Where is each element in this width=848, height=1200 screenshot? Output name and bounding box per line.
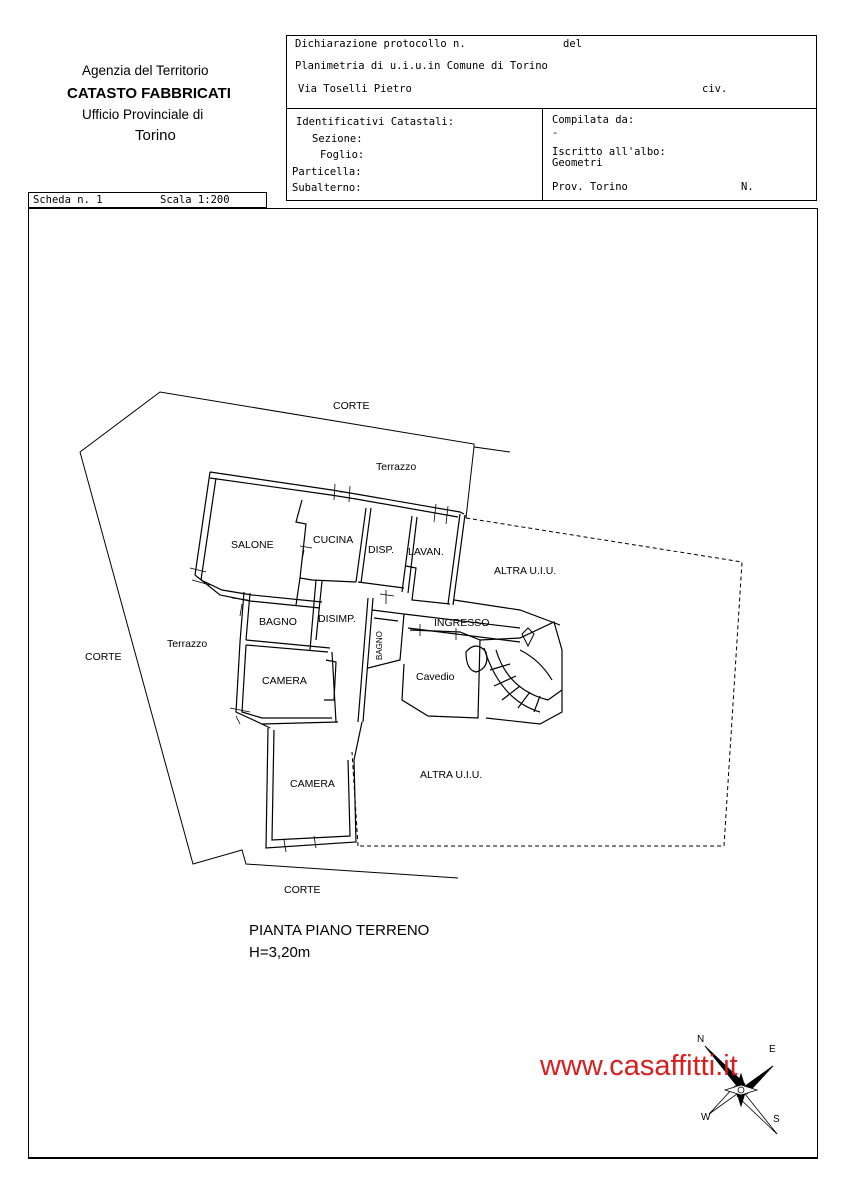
door-icon	[522, 628, 534, 646]
label-terrazzo-top: Terrazzo	[376, 461, 417, 473]
label-terrazzo-left: Terrazzo	[167, 638, 208, 650]
wall	[363, 598, 373, 722]
boundary-line	[80, 452, 458, 878]
label-altra-uiu-2: ALTRA U.I.U.	[420, 769, 483, 781]
office-city: Torino	[135, 127, 176, 144]
wall	[490, 664, 510, 670]
office-line-3: Ufficio Provinciale di	[82, 107, 204, 122]
wall	[195, 575, 320, 608]
label-corte-left: CORTE	[85, 651, 122, 663]
wall	[534, 696, 540, 712]
wall	[296, 578, 300, 605]
compilata-label: Compilata da:	[552, 114, 635, 126]
plan-height: H=3,20m	[249, 944, 311, 961]
iscritto-value: Geometri	[552, 157, 603, 169]
label-disp: DISP.	[368, 544, 395, 556]
label-salone: SALONE	[231, 539, 274, 551]
label-corte-bottom: CORTE	[284, 884, 321, 896]
wall	[374, 618, 398, 621]
wall	[453, 515, 465, 605]
wall	[201, 580, 322, 602]
compass-e: E	[769, 1044, 776, 1055]
label-camera-1: CAMERA	[262, 675, 307, 687]
window-mark	[380, 590, 394, 604]
civ-label: civ.	[702, 83, 728, 95]
label-lavan: LAVAN.	[408, 546, 444, 558]
wall	[195, 472, 210, 575]
compilata-value: -	[552, 127, 559, 139]
wall	[358, 582, 404, 588]
del-label: del	[563, 38, 582, 50]
label-bagno-1: BAGNO	[259, 616, 297, 628]
planimetria-text: Planimetria di u.i.u.in Comune di Torino	[295, 60, 548, 72]
label-bagno-2: BAGNO	[375, 631, 384, 660]
subalterno-label: Subalterno:	[292, 182, 362, 194]
wall	[210, 472, 464, 514]
window-mark	[230, 708, 250, 724]
wall	[520, 650, 552, 680]
wall	[448, 514, 460, 604]
particella-label: Particella:	[292, 166, 362, 178]
label-camera-2: CAMERA	[290, 778, 335, 790]
label-corte-top: CORTE	[333, 400, 370, 412]
compass-n: N	[697, 1034, 705, 1045]
office-line-1: Agenzia del Territorio	[82, 63, 209, 78]
wall	[246, 640, 330, 648]
property-boundary	[80, 392, 510, 878]
wall	[201, 478, 216, 580]
boundary-line	[80, 392, 510, 518]
wall	[496, 650, 548, 700]
compass-center	[738, 1087, 744, 1093]
iscritto-label: Iscritto all'albo:	[552, 146, 666, 158]
label-altra-uiu-1: ALTRA U.I.U.	[494, 565, 557, 577]
wall	[548, 690, 562, 700]
wall	[262, 724, 270, 728]
wall	[356, 508, 366, 582]
wall	[466, 646, 487, 672]
compass-s: S	[773, 1114, 780, 1125]
office-line-2: CATASTO FABBRICATI	[67, 85, 231, 102]
wall	[316, 581, 322, 640]
protocollo-label: Dichiarazione protocollo n.	[295, 38, 466, 50]
wall	[368, 610, 404, 668]
compass-rose	[697, 1034, 780, 1134]
label-disimp: DISIMP.	[318, 613, 356, 625]
foglio-label: Foglio:	[320, 149, 365, 161]
label-cucina: CUCINA	[313, 534, 354, 546]
label-cavedio: Cavedio	[416, 671, 455, 683]
scala-label: Scala 1:200	[160, 194, 230, 206]
prov-label: Prov. Torino	[552, 181, 628, 193]
compass-w: W	[701, 1112, 711, 1123]
ident-title: Identificativi Catastali:	[296, 116, 455, 128]
n-label: N.	[741, 181, 754, 193]
watermark-text: www.casaffitti.it	[540, 1050, 738, 1082]
label-ingresso: INGRESSO	[434, 617, 490, 629]
sezione-label: Sezione:	[312, 133, 363, 145]
via-text: Via Toselli Pietro	[298, 83, 412, 95]
wall	[358, 598, 368, 722]
scheda-label: Scheda n. 1	[33, 194, 103, 206]
plan-title: PIANTA PIANO TERRENO	[249, 922, 430, 939]
wall	[310, 580, 316, 650]
wall	[480, 622, 562, 724]
wall	[406, 566, 450, 604]
